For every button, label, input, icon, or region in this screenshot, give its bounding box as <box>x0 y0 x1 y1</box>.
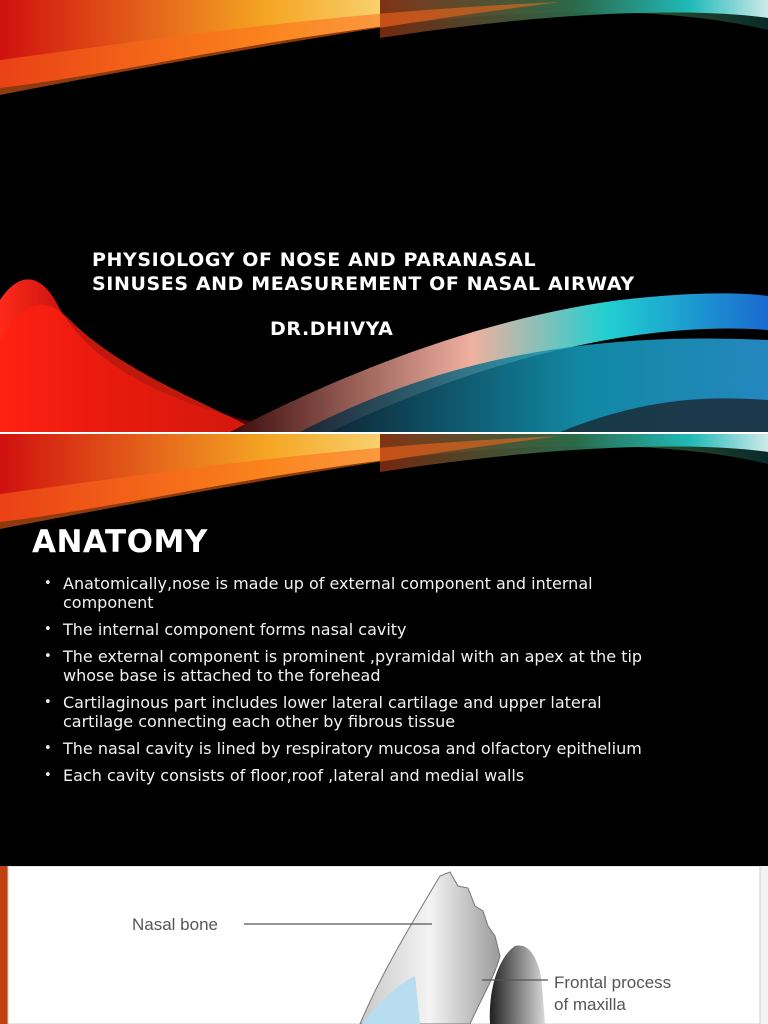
ribbon-decoration <box>0 0 768 432</box>
author-name: DR.DHIVYA <box>270 318 394 340</box>
bullet-text: The internal component forms nasal cavity <box>63 620 407 639</box>
nasal-anatomy-diagram <box>0 866 768 1024</box>
bullet-text: Each cavity consists of floor,roof ,lateral and medial walls <box>63 766 525 785</box>
list-item <box>44 693 744 731</box>
list-item <box>44 620 744 639</box>
title-slide <box>0 0 768 432</box>
label-frontal-process-2: of maxilla <box>554 995 626 1014</box>
bullet-text: cartilage connecting each other by fibrous tissue <box>63 712 456 731</box>
bullet-text: Cartilaginous part includes lower lateral cartilage and upper lateral <box>63 693 602 712</box>
list-item <box>44 739 744 758</box>
bullet-text: The nasal cavity is lined by respiratory mucosa and olfactory epithelium <box>63 739 642 758</box>
list-item <box>44 647 744 685</box>
bullet-icon: • <box>44 576 52 591</box>
slide-title: ANATOMY <box>32 524 208 560</box>
bullet-icon: • <box>44 695 52 710</box>
bullet-text: component <box>63 593 154 612</box>
bullet-icon: • <box>44 622 52 637</box>
bullet-icon: • <box>44 649 52 664</box>
bullet-list <box>44 574 744 793</box>
list-item <box>44 766 744 785</box>
bullet-icon: • <box>44 741 52 756</box>
list-item <box>44 574 744 612</box>
bullet-icon: • <box>44 768 52 783</box>
diagram-slide <box>0 866 768 1024</box>
label-nasal-bone: Nasal bone <box>132 915 219 934</box>
title-line-2: SINUSES AND MEASUREMENT OF NASAL AIRWAY <box>92 273 635 295</box>
title-line-1: PHYSIOLOGY OF NOSE AND PARANASAL <box>92 249 537 271</box>
bullet-text: The external component is prominent ,pyramidal with an apex at the tip <box>63 647 643 666</box>
bullet-text: Anatomically,nose is made up of external component and internal <box>63 574 593 593</box>
label-frontal-process: Frontal process <box>554 973 672 992</box>
bullet-text: whose base is attached to the forehead <box>63 666 381 685</box>
ribbon-decoration <box>0 434 768 534</box>
presentation-title <box>92 248 712 296</box>
